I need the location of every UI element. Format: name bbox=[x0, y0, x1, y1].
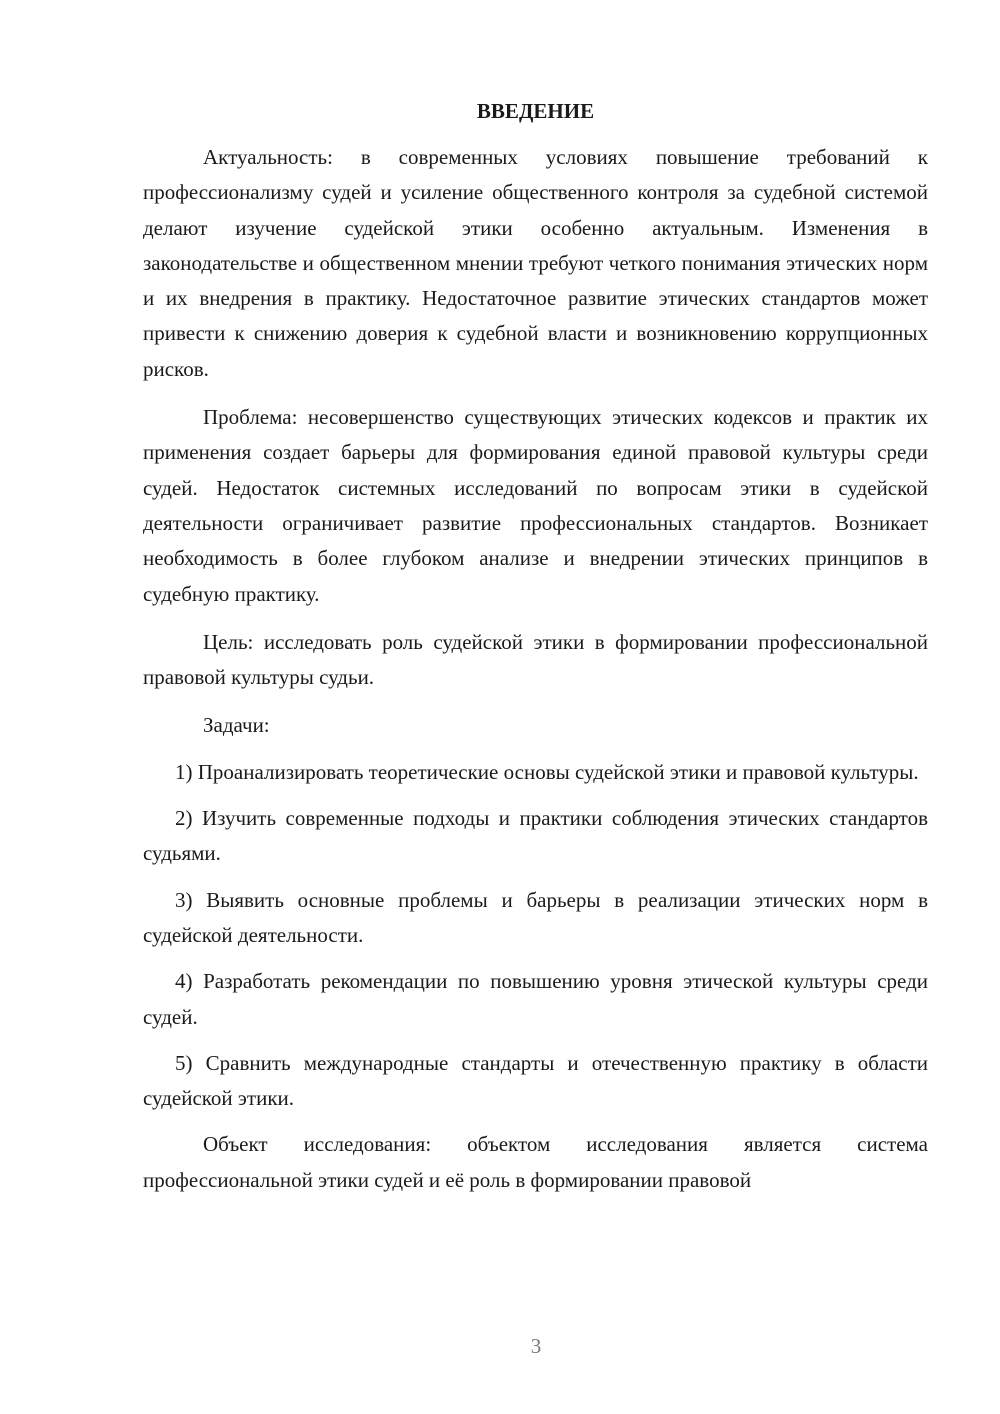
section-title: ВВЕДЕНИЕ bbox=[476, 99, 595, 123]
page-number: 3 bbox=[530, 1334, 542, 1358]
task-item: 3) Выявить основные проблемы и барьеры в реализации этических норм в судейской деятельности. bbox=[143, 887, 928, 947]
task-item: 2) Изучить современные подходы и практики соблюдения этических стандартов судьями. bbox=[143, 806, 928, 866]
problem-paragraph: Проблема: несовершенство существующих этических кодексов и практик их применения создает барьеры для формирования единой правовой культуры среди судей. Недостаток системных исследований по вопросам этики в судейской деятельности ограничивает развитие профессиональных стандартов. Возникает необходимость в более глубоком анализе и внедрении этических принципов в судебную практику. bbox=[143, 405, 928, 606]
object-paragraph: Объект исследования: объектом исследования является система профессиональной этики судей и её роль в формировании правовой bbox=[143, 1132, 928, 1192]
relevance-paragraph: Актуальность: в современных условиях повышение требований к профессионализму судей и усиление общественного контроля за судебной системой делают изучение судейской этики особенно актуальным. Изменения в законодательстве и общественном мнении требуют четкого понимания этических норм и их внедрения в практику. Недостаточное развитие этических стандартов может привести к снижению доверия к судебной власти и возникновению коррупционных рисков. bbox=[143, 145, 928, 381]
tasks-label: Задачи: bbox=[203, 713, 270, 738]
task-item: 1) Проанализировать теоретические основы судейской этики и правовой культуры. bbox=[175, 759, 919, 784]
task-item: 5) Сравнить международные стандарты и отечественную практику в области судейской этики. bbox=[143, 1050, 928, 1111]
goal-paragraph: Цель: исследовать роль судейской этики в формировании профессиональной правовой культуры судьи. bbox=[143, 629, 928, 690]
task-item: 4) Разработать рекомендации по повышению уровня этической культуры среди судей. bbox=[143, 969, 928, 1029]
page-content bbox=[143, 96, 928, 1198]
